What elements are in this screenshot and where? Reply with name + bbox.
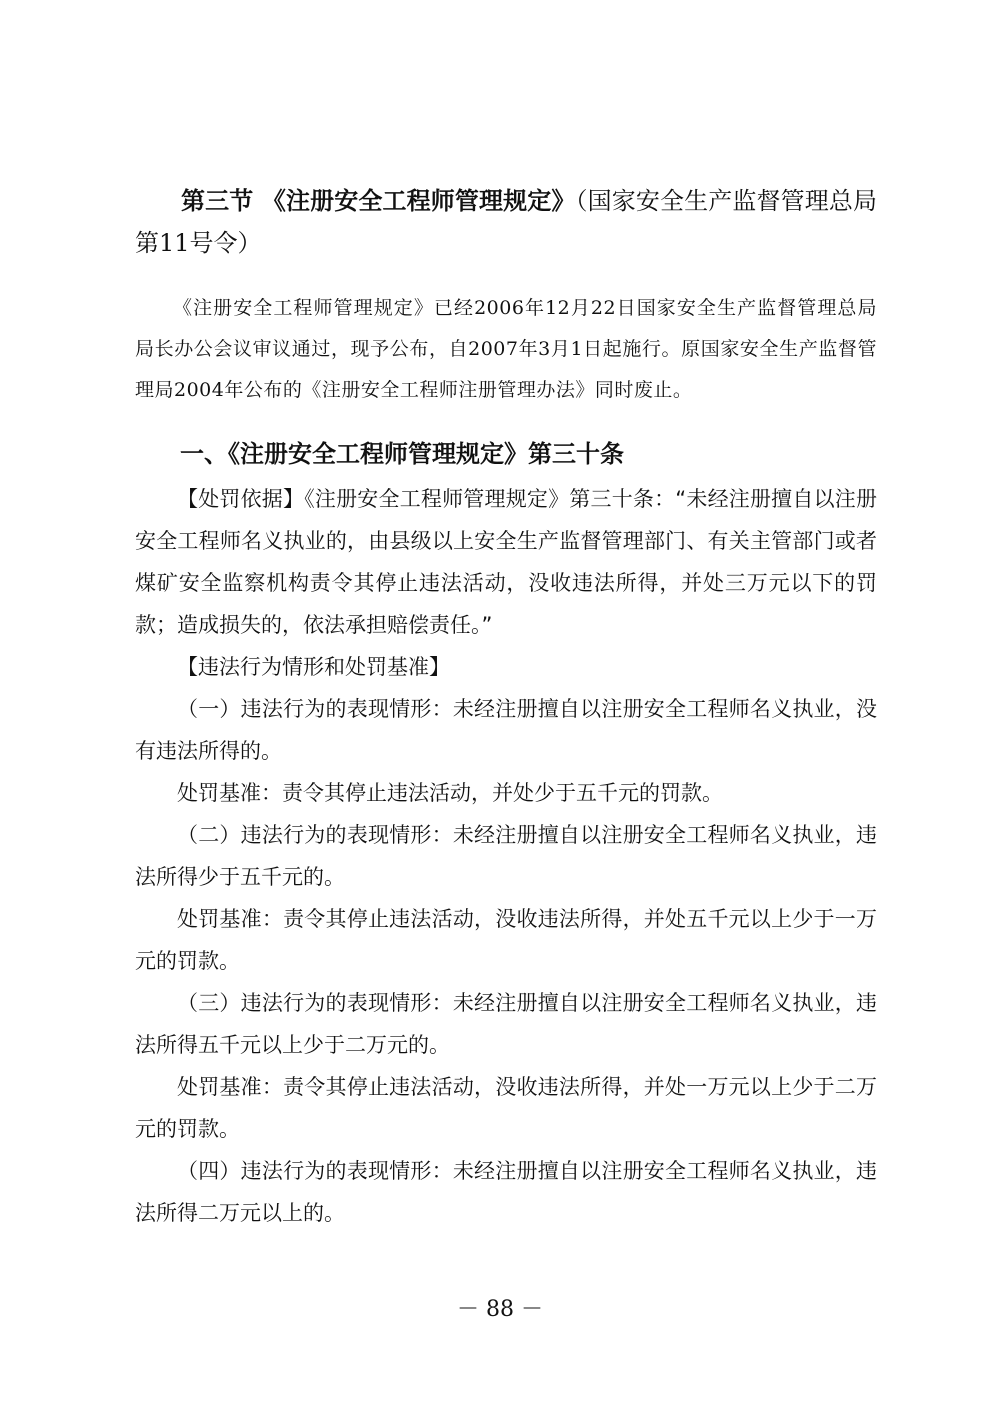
section-title-main: 第三节 《注册安全工程师管理规定》 — [181, 187, 576, 215]
criteria-heading: 【违法行为情形和处罚基准】 — [177, 655, 450, 679]
penalty-basis-paragraph: 【处罚依据】《注册安全工程师管理规定》第三十条：“未经注册擅自以注册安全工程师名义执业的，由县级以上安全生产监督管理部门、有关主管部门或者煤矿安全监察机构责令其停止违法活动，没收违法所得，并处三万元以下的罚款；造成损失的，依法承担赔偿责任。” — [135, 487, 877, 637]
case-3-situation: （三）违法行为的表现情形：未经注册擅自以注册安全工程师名义执业，违法所得五千元以上少于二万元的。 — [135, 991, 877, 1057]
case-3-penalty: 处罚基准：责令其停止违法活动，没收违法所得，并处一万元以上少于二万元的罚款。 — [135, 1075, 877, 1141]
case-4-situation: （四）违法行为的表现情形：未经注册擅自以注册安全工程师名义执业，违法所得二万元以上的。 — [135, 1159, 877, 1225]
article-heading: 一、《注册安全工程师管理规定》第三十条 — [180, 439, 624, 468]
intro-paragraph: 《注册安全工程师管理规定》已经2006年12月22日国家安全生产监督管理总局局长办公会议审议通过，现予公布，自2007年3月1日起施行。原国家安全生产监督管理局2004年公布的《注册安全工程师注册管理办法》同时废止。 — [135, 297, 877, 401]
case-1-penalty: 处罚基准：责令其停止违法活动，并处少于五千元的罚款。 — [177, 781, 723, 805]
case-2-situation: （二）违法行为的表现情形：未经注册擅自以注册安全工程师名义执业，违法所得少于五千元的。 — [135, 823, 877, 889]
page-number: － 88 － — [457, 1297, 543, 1322]
section-title — [135, 180, 877, 264]
case-2-penalty: 处罚基准：责令其停止违法活动，没收违法所得，并处五千元以上少于一万元的罚款。 — [135, 907, 877, 973]
case-1-situation: （一）违法行为的表现情形：未经注册擅自以注册安全工程师名义执业，没有违法所得的。 — [135, 697, 877, 763]
section-title-source: （国家安全生产监督管理总局第11号令） — [135, 187, 878, 257]
article-body — [135, 478, 877, 1234]
